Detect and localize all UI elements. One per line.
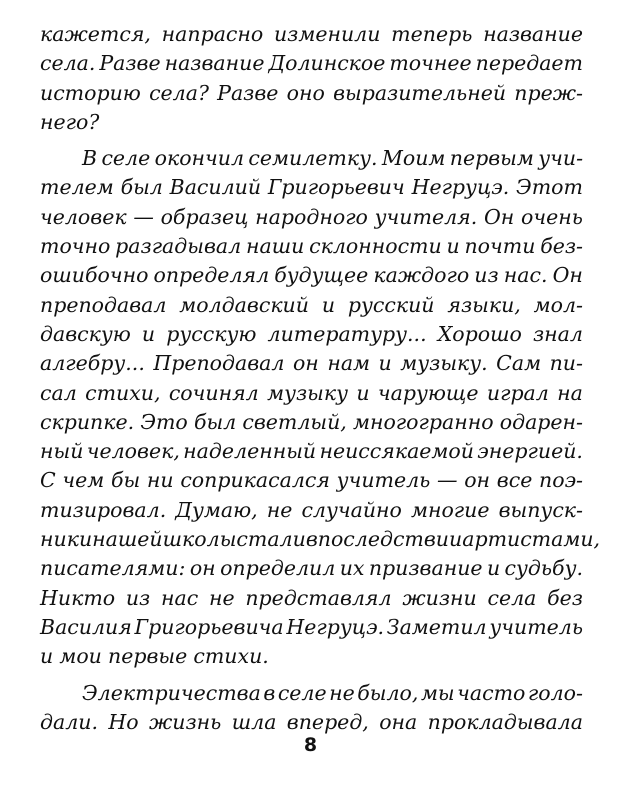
text-line: села. Разве название Долинское точнее передает xyxy=(40,51,583,76)
text-line: ошибочно определял будущее каждого из нас. Он xyxy=(40,263,583,288)
text-line: и мои первые стихи. xyxy=(40,644,269,669)
text-line: Никто из нас не представлял жизни села без xyxy=(40,585,583,610)
text-line: преподавал молдавский и русский языки, мол- xyxy=(40,292,583,317)
text-line: телем был Василий Григорьевич Негруцэ. Этот xyxy=(40,175,583,200)
text-line: дали. Но жизнь шла вперед, она прокладывала xyxy=(40,709,583,734)
text-line: С чем бы ни соприкасался учитель — он все поэ- xyxy=(40,468,583,493)
text-line: Василия Григорьевича Негруцэ. Заметил учитель xyxy=(40,614,583,639)
text-line: давскую и русскую литературу... Хорошо знал xyxy=(40,321,583,346)
text-line: скрипке. Это был светлый, многогранно одарен- xyxy=(40,409,583,434)
text-line: писателями: он определил их призвание и судьбу. xyxy=(40,556,583,581)
body-text xyxy=(40,20,601,737)
text-line: ный человек, наделенный неиссякаемой энергией. xyxy=(40,439,583,464)
text-line: историю села? Разве оно выразительней преж- xyxy=(40,80,583,105)
page-number: 8 xyxy=(303,734,318,756)
text-line: него? xyxy=(40,109,100,134)
paragraph xyxy=(40,679,583,738)
text-line: тизировал. Думаю, не случайно многие выпуск- xyxy=(40,497,583,522)
text-line: кажется, напрасно изменили теперь название xyxy=(40,22,583,46)
text-line: человек — образец народного учителя. Он очень xyxy=(40,204,583,229)
text-line: Электричества в селе не было, мы часто голо- xyxy=(82,680,583,705)
paragraph xyxy=(40,20,583,137)
text-line: алгебру... Преподавал он нам и музыку. Сам пи- xyxy=(40,351,583,376)
text-line: В селе окончил семилетку. Моим первым учи- xyxy=(82,146,583,171)
text-line: ники нашей школы стали впоследствии артистами, xyxy=(40,527,601,552)
text-line: сал стихи, сочинял музыку и чарующе играл на xyxy=(40,380,583,405)
paragraph xyxy=(40,144,601,671)
text-line: точно разгадывал наши склонности и почти без- xyxy=(40,234,583,259)
